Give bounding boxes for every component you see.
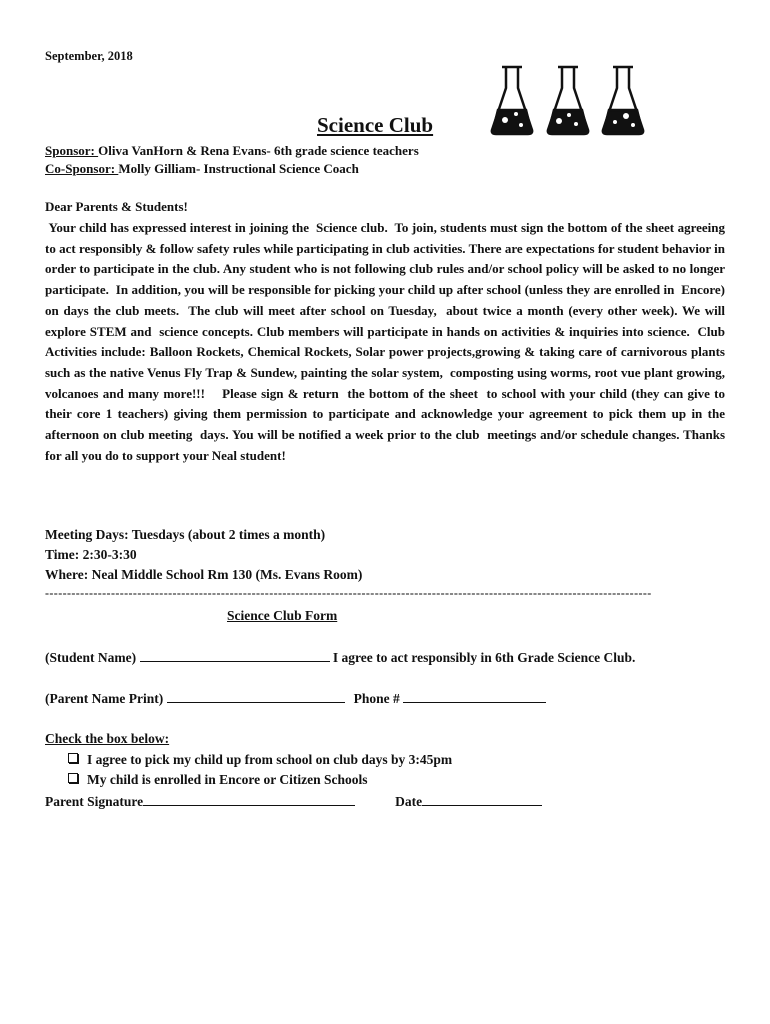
phone-field[interactable] xyxy=(403,690,546,703)
checkbox-item-encore[interactable] xyxy=(68,772,368,788)
phone-label: Phone # xyxy=(353,691,404,706)
three-lab-flasks-icon xyxy=(488,64,648,136)
cosponsor-line xyxy=(45,161,359,177)
checkbox-label: I agree to pick my child up from school on club days by 3:45pm xyxy=(87,752,453,767)
cosponsor-names: Molly Gilliam- Instructional Science Coach xyxy=(118,161,359,176)
parent-name-label: (Parent Name Print) xyxy=(45,691,167,706)
sponsor-line xyxy=(45,143,419,159)
signature-field[interactable] xyxy=(143,793,355,806)
letter-date: September, 2018 xyxy=(45,49,133,63)
signature-row xyxy=(45,793,542,810)
checkbox-icon[interactable] xyxy=(68,773,78,783)
cut-line-divider: ------------------------------------------------------------------------------------------------------------------------------------------ xyxy=(45,586,652,600)
checkbox-section-header: Check the box below: xyxy=(45,731,170,746)
flask-icon xyxy=(603,67,643,134)
page-title: Science Club xyxy=(317,113,434,137)
letter-body: Your child has expressed interest in joining the Science club. To join, students must sign the bottom of the sheet agreeing to act responsibly & follow safety rules while participating in club activities. There are expectations for student behavior in order to participate in the club. Any student who is not following club rules and/or school policy will be asked to no longer participate. In addition, you will be responsible for picking your child up after school (unless they are enrolled in Encore) on days the club meets. The club will meet after school on Tuesday, about twice a month (every other week). We will explore STEM and science concepts. Club members will participate in hands on activities & inquiries into science. Club Activities include: Balloon Rockets, Chemical Rockets, Solar power projects,growing & taking care of carnivorous plants such as the native Venus Fly Trap & Sundew, painting the solar system, composting using worms, root vue plant growing, volcanoes and many more!!! Please sign & return the bottom of the sheet to school with your child (they can give to their core 1 teachers) giving them permission to participate and acknowledge your agreement to pick them up in the afternoon on club meeting days. You will be notified a week prior to the club meetings and/or schedule changes. Thanks for all you do to support your Neal student! xyxy=(45,220,729,463)
student-name-label: (Student Name) xyxy=(45,650,140,665)
meeting-location: Where: Neal Middle School Rm 130 (Ms. Evans Room) xyxy=(45,567,363,582)
checkbox-item-pickup[interactable] xyxy=(68,752,452,768)
date-label: Date xyxy=(395,794,423,809)
flask-icon xyxy=(548,67,588,134)
date-field[interactable] xyxy=(422,793,542,806)
student-agreement-text: I agree to act responsibly in 6th Grade Science Club. xyxy=(329,650,636,665)
sponsor-names: Oliva VanHorn & Rena Evans- 6th grade science teachers xyxy=(98,143,419,158)
parent-name-field[interactable] xyxy=(167,690,345,703)
form-title: Science Club Form xyxy=(227,608,338,623)
checkbox-label: My child is enrolled in Encore or Citizen Schools xyxy=(87,772,368,787)
signature-label: Parent Signature xyxy=(45,794,144,809)
cosponsor-label: Co-Sponsor: xyxy=(45,161,119,176)
meeting-days: Meeting Days: Tuesdays (about 2 times a month) xyxy=(45,527,326,542)
checkbox-icon[interactable] xyxy=(68,753,78,763)
flask-icon xyxy=(492,67,532,134)
parent-name-row xyxy=(45,690,546,707)
student-name-row xyxy=(45,649,635,666)
sponsor-label: Sponsor: xyxy=(45,143,99,158)
student-name-field[interactable] xyxy=(140,649,330,662)
meeting-time: Time: 2:30-3:30 xyxy=(45,547,137,562)
letter-greeting: Dear Parents & Students! xyxy=(45,199,188,214)
